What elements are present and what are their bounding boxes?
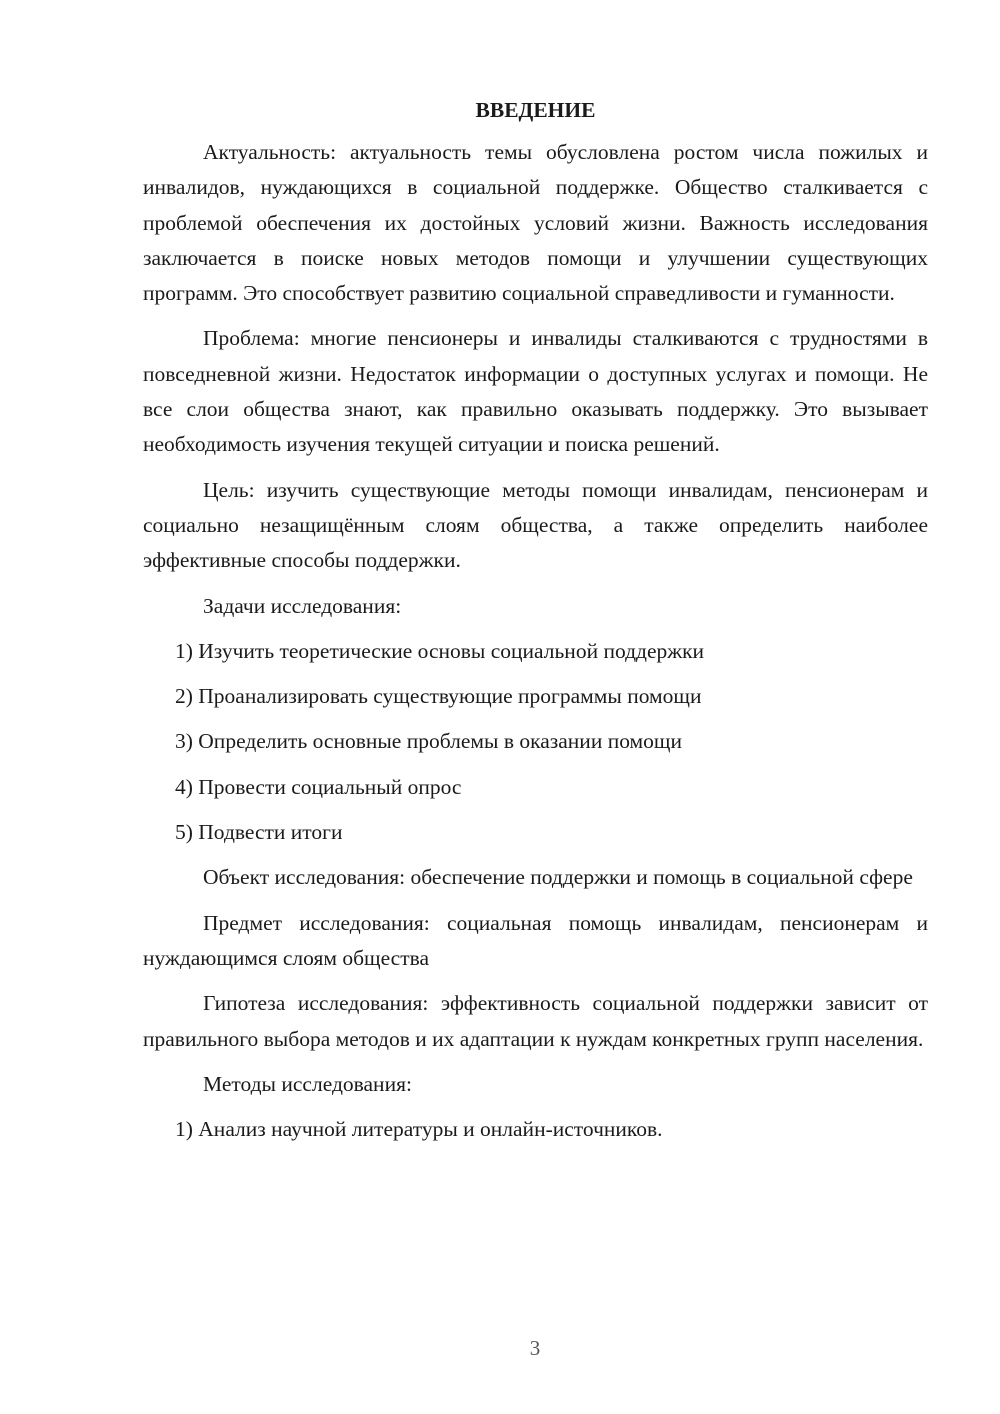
list-item: 3) Определить основные проблемы в оказании помощи (175, 729, 682, 754)
page-title: ВВЕДЕНИЕ (475, 98, 596, 122)
paragraph-relevance: Актуальность: актуальность темы обусловлена ростом числа пожилых и инвалидов, нуждающихся в социальной поддержке. Общество сталкивается с проблемой обеспечения их достойных условий жизни. Важность исследования заключается в поиске новых методов помощи и улучшении существующих программ. Это способствует развитию социальной справедливости и гуманности. (143, 140, 928, 306)
list-item: 2) Проанализировать существующие программы помощи (175, 684, 702, 709)
page-number: 3 (529, 1336, 541, 1360)
document-page (143, 95, 928, 1157)
list-item: 1) Анализ научной литературы и онлайн-источников. (175, 1117, 663, 1142)
tasks-list (143, 634, 928, 850)
tasks-label: Задачи исследования: (203, 593, 402, 618)
paragraph-subject: Предмет исследования: социальная помощь инвалидам, пенсионерам и нуждающимся слоям общества (143, 910, 928, 970)
list-item: 5) Подвести итоги (175, 820, 343, 845)
paragraph-hypothesis: Гипотеза исследования: эффективность социальной поддержки зависит от правильного выбора методов и их адаптации к нуждам конкретных групп населения. (143, 991, 928, 1051)
methods-list (143, 1112, 928, 1147)
paragraph-object: Объект исследования: обеспечение поддержки и помощь в социальной сфере (203, 865, 913, 890)
list-item: 1) Изучить теоретические основы социальной поддержки (175, 638, 705, 663)
methods-label: Методы исследования: (203, 1071, 412, 1096)
paragraph-problem: Проблема: многие пенсионеры и инвалиды сталкиваются с трудностями в повседневной жизни. Недостаток информации о доступных услугах и помощи. Не все слои общества знают, как правильно оказывать поддержку. Это вызывает необходимость изучения текущей ситуации и поиска решений. (143, 326, 928, 457)
list-item: 4) Провести социальный опрос (175, 774, 462, 799)
paragraph-goal: Цель: изучить существующие методы помощи инвалидам, пенсионерам и социально незащищённым слоям общества, а также определить наиболее эффективные способы поддержки. (143, 477, 928, 573)
